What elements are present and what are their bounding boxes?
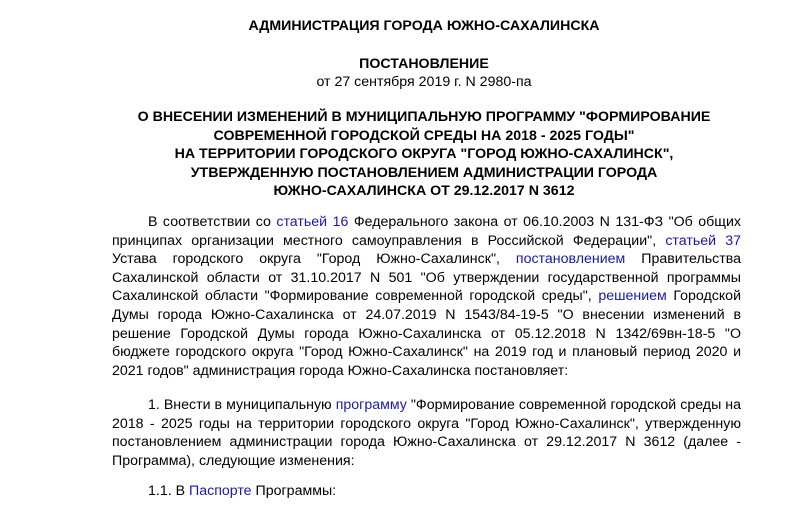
link-passport[interactable]: Паспорте xyxy=(189,483,252,499)
link-government-resolution[interactable]: постановлением xyxy=(515,251,626,268)
preamble-text-4: Правительства Сахалинской области от 31.10.2017 N 501 "Об утверждении государственной программы Сахалинской области "Формирование современной городской среды", xyxy=(112,251,741,305)
link-program[interactable]: программу xyxy=(335,397,407,413)
preamble-text-1: В соответствии со xyxy=(148,214,277,230)
decree-date: от 27 сентября 2019 г. N 2980-па xyxy=(316,74,532,90)
subject-line: НА ТЕРРИТОРИИ ГОРОДСКОГО ОКРУГА "ГОРОД ЮЖНО-САХАЛИНСК", xyxy=(174,146,674,163)
decree-title: ПОСТАНОВЛЕНИЕ xyxy=(359,56,489,72)
administration-heading: АДМИНИСТРАЦИЯ ГОРОДА ЮЖНО-САХАЛИНСКА xyxy=(248,18,600,34)
item-1-paragraph xyxy=(112,396,741,470)
preamble-paragraph xyxy=(112,213,741,380)
preamble-text-2: Федерального закона от 06.10.2003 N 131-ФЗ "Об общих принципах организации местного самоуправления в Российской Федерации", xyxy=(112,214,741,249)
link-duma-decision[interactable]: решением xyxy=(598,288,667,305)
subject-line: О ВНЕСЕНИИ ИЗМЕНЕНИЙ В МУНИЦИПАЛЬНУЮ ПРОГРАММУ "ФОРМИРОВАНИЕ xyxy=(137,109,711,125)
subject-line: СОВРЕМЕННОЙ ГОРОДСКОЙ СРЕДЫ НА 2018 - 2025 ГОДЫ" xyxy=(213,127,635,144)
subject-line: ЮЖНО-САХАЛИНСКА ОТ 29.12.2017 N 3612 xyxy=(273,183,575,200)
item-1-1-text-1: 1.1. В xyxy=(148,483,190,499)
preamble-text-3: Устава городского округа "Город Южно-Сахалинск", xyxy=(112,251,516,268)
link-article-37[interactable]: статьей 37 xyxy=(665,232,741,249)
preamble-text-5: Городской Думы города Южно-Сахалинска от 24.07.2019 N 1543/84-19-5 "О внесении изменений в решение Городской Думы города Южно-Сахалинска от 05.12.2018 N 1342/69вн-18-5 "О бюджете городского округа "Город Южно-Сахалинск" на 2019 год и плановый период 2020 и 2021 годов" администрация города Южно-Сахалинска постановляет: xyxy=(112,288,742,379)
item-1-1-paragraph xyxy=(112,482,741,501)
item-1-text-2: "Формирование современной городской среды на 2018 - 2025 годы на территории городского округа "Город Южно-Сахалинск", утвержденную постановлением администрации города Южно-Сахалинска от 29.12.2017 N 3612 (далее - Программа), следующие изменения: xyxy=(112,397,741,469)
item-1-text-1: 1. Внести в муниципальную xyxy=(148,397,336,413)
subject-line: УТВЕРЖДЕННУЮ ПОСТАНОВЛЕНИЕМ АДМИНИСТРАЦИИ ГОРОДА xyxy=(190,164,658,181)
item-1-1-text-2: Программы: xyxy=(251,483,337,499)
decree-subject xyxy=(0,108,791,201)
link-article-16[interactable]: статьей 16 xyxy=(276,214,349,230)
